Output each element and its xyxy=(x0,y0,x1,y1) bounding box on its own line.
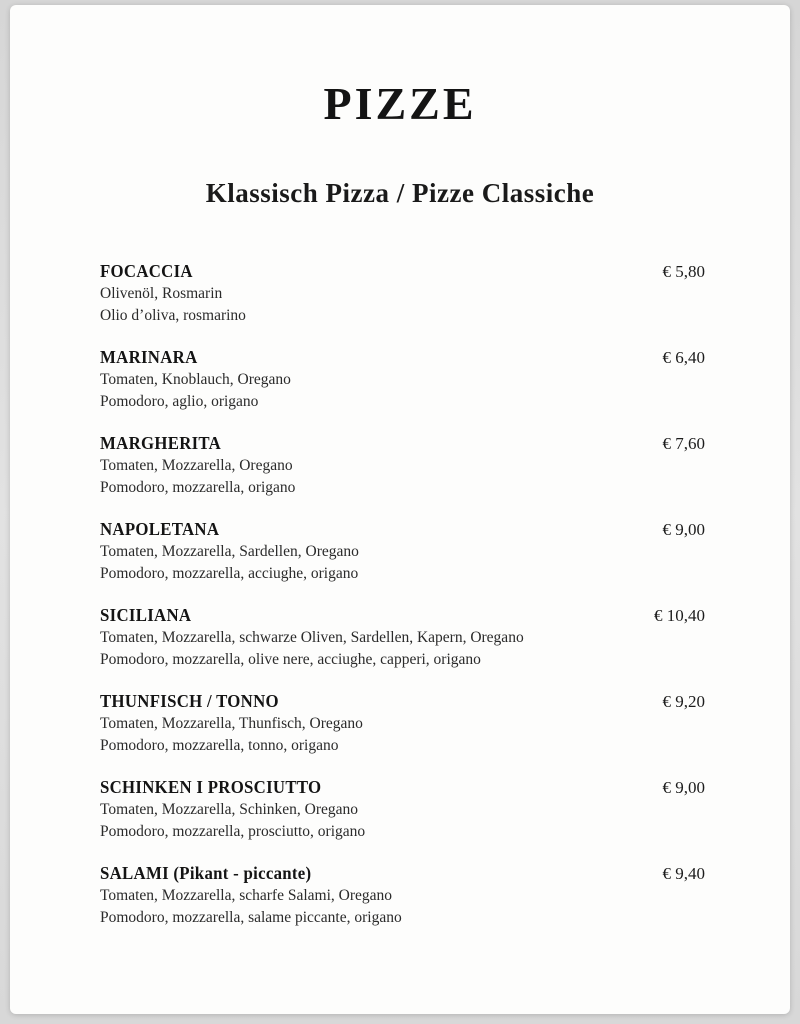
menu-item-desc-german: Olivenöl, Rosmarin xyxy=(100,285,223,302)
menu-item-desc-italian: Pomodoro, mozzarella, salame piccante, origano xyxy=(100,909,402,926)
menu-item-name: FOCACCIA xyxy=(100,261,193,281)
menu-item-header xyxy=(100,605,705,626)
section-subtitle: Klassisch Pizza / Pizze Classiche xyxy=(205,178,595,208)
menu-item-desc-italian: Pomodoro, mozzarella, prosciutto, origano xyxy=(100,823,366,840)
menu-item-name: MARINARA xyxy=(100,347,198,367)
menu-item-name: SCHINKEN I PROSCIUTTO xyxy=(100,777,322,797)
menu-item-desc-german: Tomaten, Mozzarella, schwarze Oliven, Sardellen, Kapern, Oregano xyxy=(100,629,524,646)
menu-item-price: € 10,40 xyxy=(654,606,705,625)
menu-item-price: € 6,40 xyxy=(662,348,705,367)
menu-item-price: € 9,00 xyxy=(662,778,705,797)
menu-item-header xyxy=(100,691,705,712)
menu-item-name: SICILIANA xyxy=(100,605,192,625)
menu-item-desc-german: Tomaten, Mozzarella, Oregano xyxy=(100,457,293,474)
menu-item-desc-italian: Pomodoro, mozzarella, origano xyxy=(100,479,296,496)
menu-item-price: € 9,20 xyxy=(662,692,705,711)
menu-item-desc-german: Tomaten, Mozzarella, Sardellen, Oregano xyxy=(100,543,359,560)
menu-page xyxy=(10,5,790,1014)
menu-item-desc-german: Tomaten, Mozzarella, Schinken, Oregano xyxy=(100,801,359,818)
menu-item-price: € 5,80 xyxy=(662,262,705,281)
menu-item-desc-german: Tomaten, Knoblauch, Oregano xyxy=(100,371,291,388)
menu-item-header xyxy=(100,519,705,540)
menu-item-price: € 9,00 xyxy=(662,520,705,539)
menu-item-header xyxy=(100,347,705,368)
menu-list xyxy=(10,261,790,928)
menu-item-siciliana xyxy=(100,605,705,670)
menu-item-focaccia xyxy=(100,261,705,326)
menu-item-desc-italian: Olio d’oliva, rosmarino xyxy=(100,307,246,324)
menu-item-header xyxy=(100,777,705,798)
menu-item-name: SALAMI (Pikant - piccante) xyxy=(100,863,312,883)
menu-item-desc-italian: Pomodoro, aglio, origano xyxy=(100,393,259,410)
menu-item-marinara xyxy=(100,347,705,412)
menu-item-desc-italian: Pomodoro, mozzarella, olive nere, acciughe, capperi, origano xyxy=(100,651,481,668)
menu-item-name: MARGHERITA xyxy=(100,433,222,453)
page-title: PIZZE xyxy=(323,78,477,129)
menu-item-desc-italian: Pomodoro, mozzarella, acciughe, origano xyxy=(100,565,359,582)
menu-item-thunfisch xyxy=(100,691,705,756)
menu-item-desc-german: Tomaten, Mozzarella, scharfe Salami, Oregano xyxy=(100,887,392,904)
menu-item-price: € 9,40 xyxy=(662,864,705,883)
menu-item-header xyxy=(100,261,705,282)
menu-item-schinken xyxy=(100,777,705,842)
menu-item-price: € 7,60 xyxy=(662,434,705,453)
menu-item-desc-german: Tomaten, Mozzarella, Thunfisch, Oregano xyxy=(100,715,363,732)
menu-item-margherita xyxy=(100,433,705,498)
menu-item-header xyxy=(100,863,705,884)
menu-item-salami xyxy=(100,863,705,928)
menu-item-desc-italian: Pomodoro, mozzarella, tonno, origano xyxy=(100,737,339,754)
menu-item-header xyxy=(100,433,705,454)
menu-item-name: NAPOLETANA xyxy=(100,519,220,539)
menu-item-napoletana xyxy=(100,519,705,584)
menu-item-name: THUNFISCH / TONNO xyxy=(100,691,279,711)
